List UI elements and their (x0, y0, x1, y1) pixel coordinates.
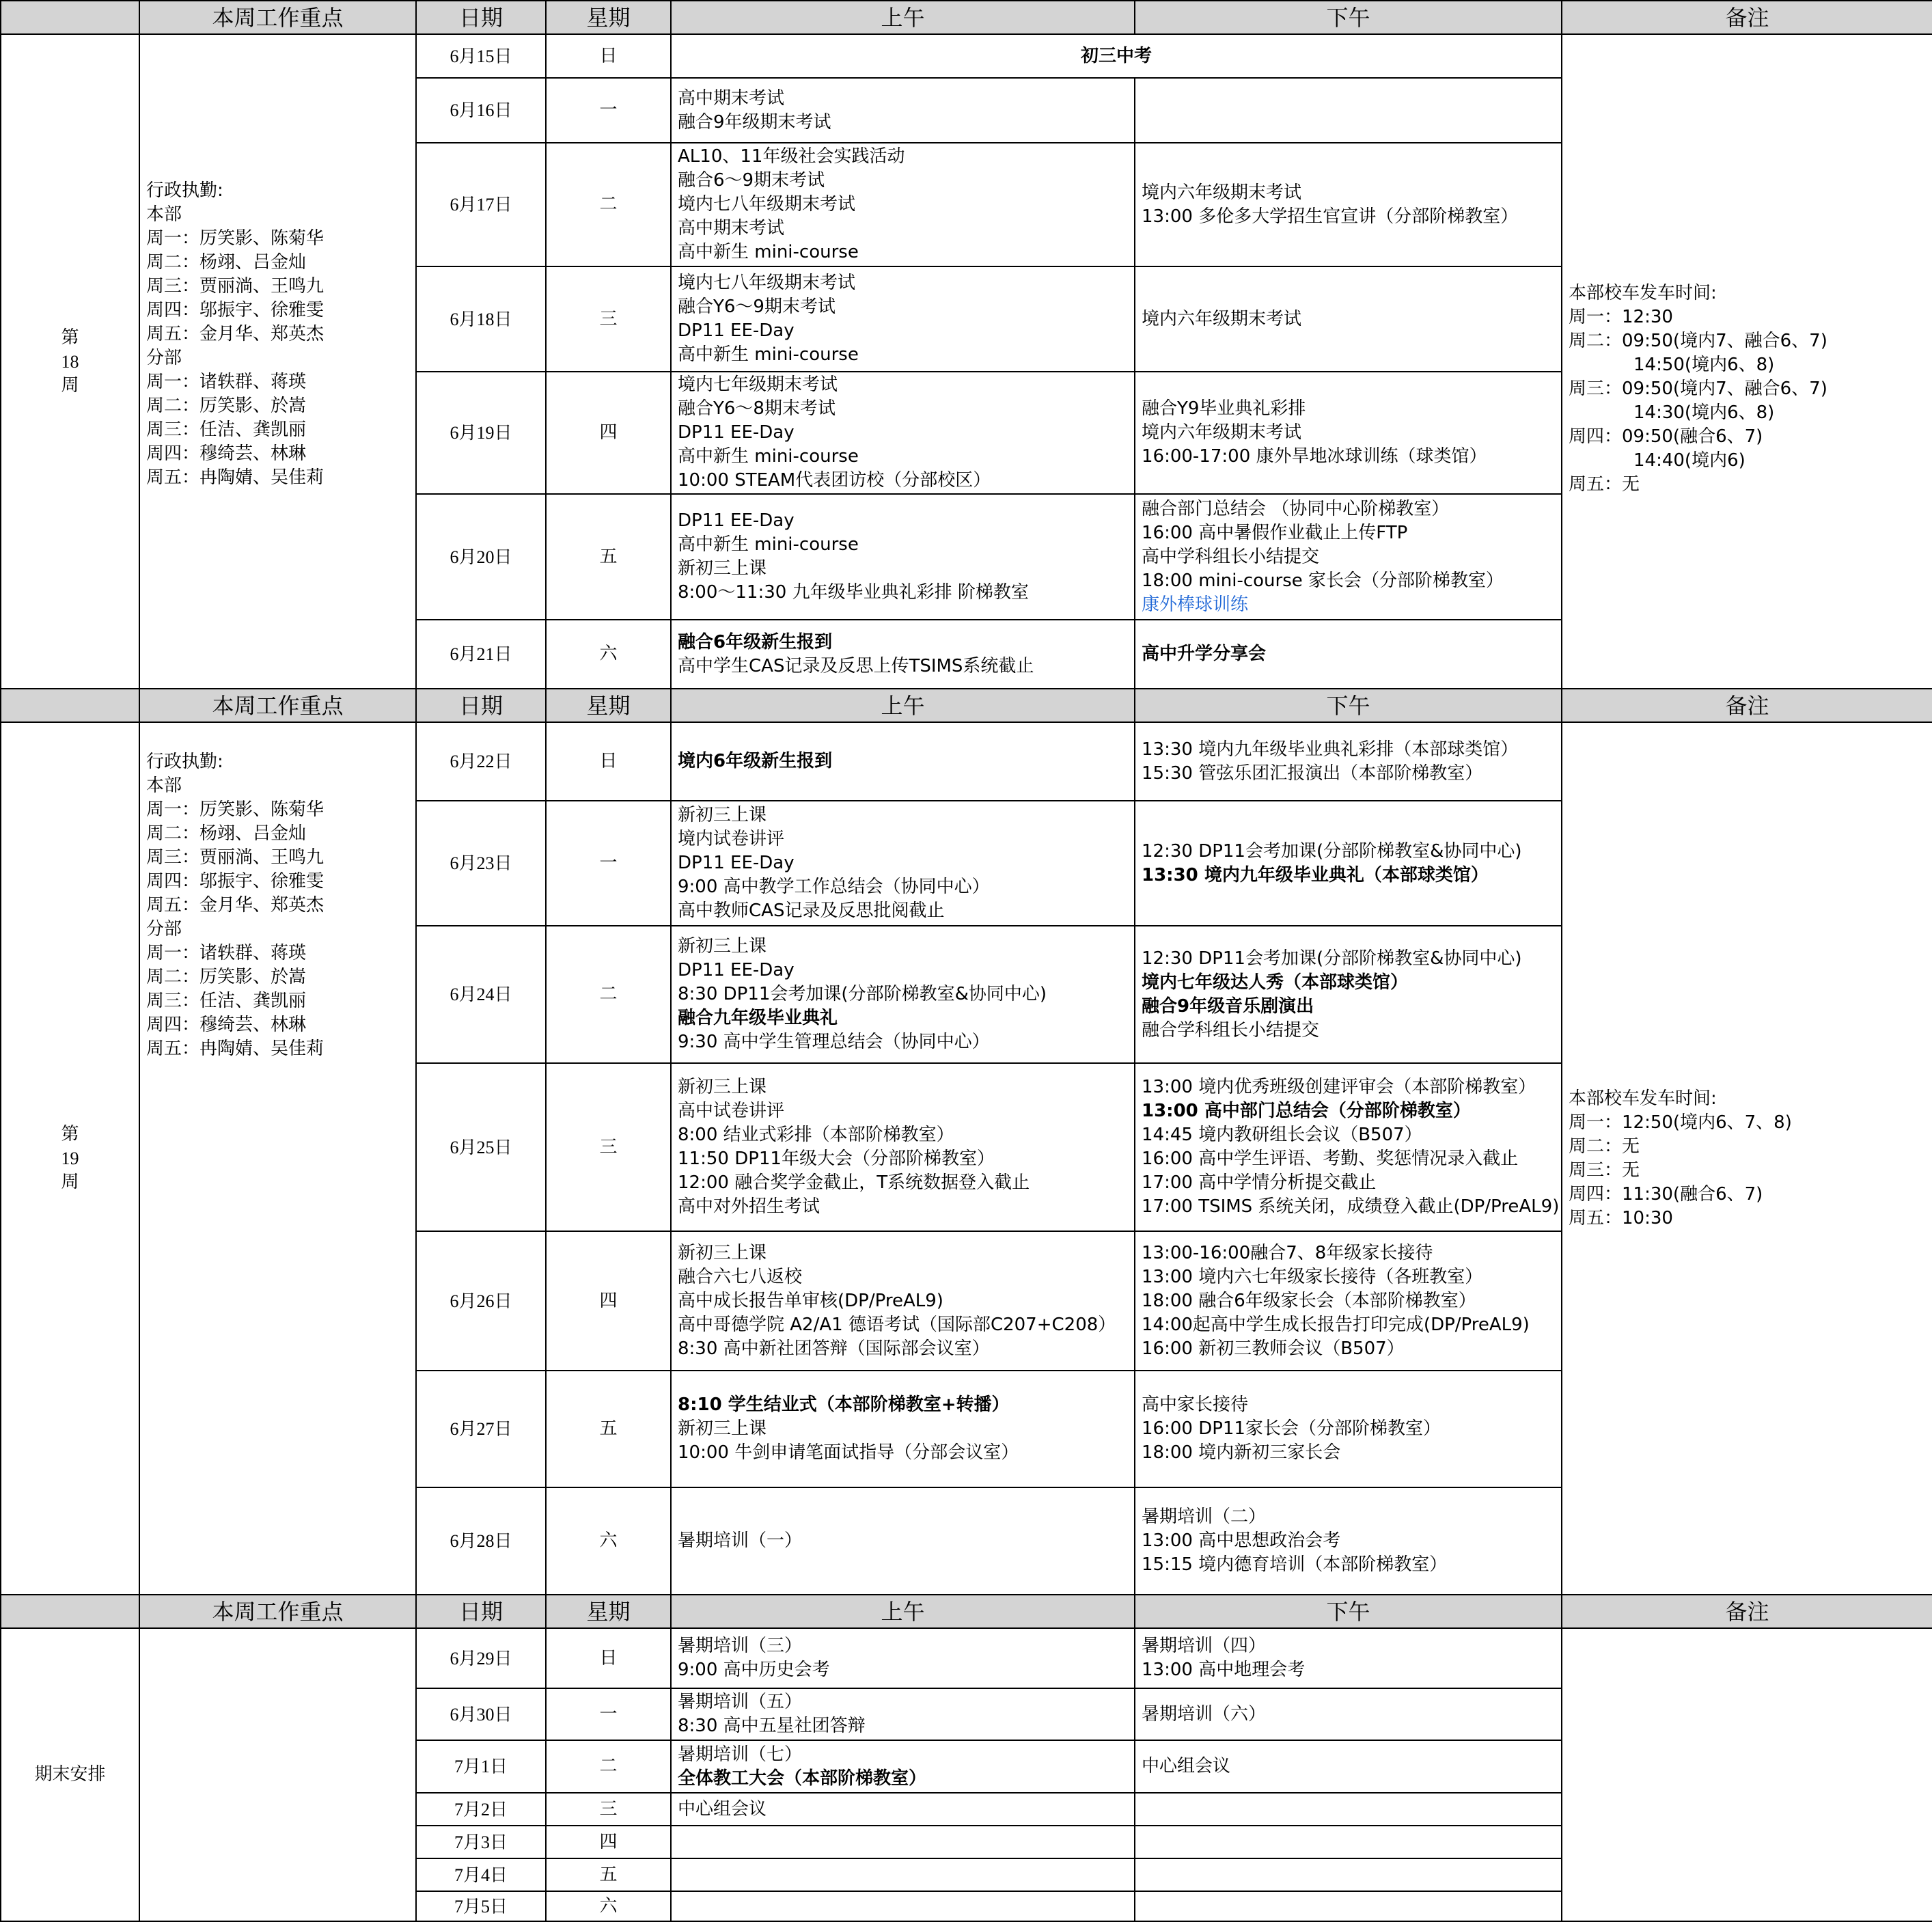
am-cell: 境内七年级期末考试 融合Y6～8期末考试 DP11 EE-Day 高中新生 mini-course 10:00 STEAM代表团访校（分部校区） (671, 372, 1135, 494)
pm-cell: 13:30 境内九年级毕业典礼彩排（本部球类馆） 15:30 管弦乐团汇报演出（本部阶梯教室） (1135, 722, 1562, 801)
weekday-cell: 四 (546, 1826, 671, 1858)
header-focus: 本周工作重点 (139, 689, 416, 722)
weekday-cell: 六 (546, 1487, 671, 1595)
date-cell: 6月30日 (416, 1688, 546, 1740)
week-label: 第 19 周 (1, 722, 139, 1595)
header-row (1, 689, 1932, 722)
pm-cell (1135, 1793, 1562, 1826)
am-cell: 中心组会议 (671, 1793, 1135, 1826)
header-am: 上午 (671, 1, 1135, 34)
date-cell: 6月27日 (416, 1371, 546, 1487)
am-cell: 境内七八年级期末考试 融合Y6～9期末考试 DP11 EE-Day 高中新生 mini-course (671, 266, 1135, 372)
header-notes: 备注 (1562, 689, 1932, 722)
date-cell: 6月19日 (416, 372, 546, 494)
am-cell: 新初三上课 融合六七八返校 高中成长报告单审核(DP/PreAL9) 高中哥德学院 A2/A1 德语考试（国际部C207+C208） 8:30 高中新社团答辩（国际部会议室） (671, 1231, 1135, 1371)
date-cell: 7月2日 (416, 1793, 546, 1826)
pm-cell: 融合Y9毕业典礼彩排 境内六年级期末考试 16:00-17:00 康外旱地冰球训练（球类馆） (1135, 372, 1562, 494)
bus-notes: 本部校车发车时间: 周一：12:50(境内6、7、8) 周二：无 周三：无 周四：11:30(融合6、7) 周五：10:30 (1562, 722, 1932, 1595)
date-cell: 6月25日 (416, 1063, 546, 1231)
header-week (1, 689, 139, 722)
am-cell: DP11 EE-Day 高中新生 mini-course 新初三上课 8:00～11:30 九年级毕业典礼彩排 阶梯教室 (671, 494, 1135, 620)
weekday-cell: 日 (546, 722, 671, 801)
week-label: 第 18 周 (1, 34, 139, 689)
am-cell: 暑期培训（七） 全体教工大会（本部阶梯教室） (671, 1740, 1135, 1793)
final-notes-empty (1562, 1628, 1932, 1921)
final-label: 期末安排 (1, 1628, 139, 1921)
weekday-cell: 四 (546, 1231, 671, 1371)
am-cell: AL10、11年级社会实践活动 融合6～9期末考试 境内七八年级期末考试 高中期末考试 高中新生 mini-course (671, 143, 1135, 266)
am-cell: 高中期末考试 融合9年级期末考试 (671, 78, 1135, 143)
date-cell: 7月5日 (416, 1891, 546, 1921)
am-cell: 新初三上课 境内试卷讲评 DP11 EE-Day 9:00 高中教学工作总结会（协同中心） 高中教师CAS记录及反思批阅截止 (671, 801, 1135, 926)
am-cell: 融合6年级新生报到 高中学生CAS记录及反思上传TSIMS系统截止 (671, 620, 1135, 689)
date-cell: 6月21日 (416, 620, 546, 689)
weekday-cell: 一 (546, 801, 671, 926)
weekday-cell: 一 (546, 1688, 671, 1740)
date-cell: 6月29日 (416, 1628, 546, 1688)
header-date: 日期 (416, 689, 546, 722)
duty-roster: 行政执勤: 本部 周一：厉笑影、陈菊华 周二：杨翊、吕金灿 周三：贾丽淌、王鸣九 周四：邬振宇、徐雅雯 周五：金月华、郑英杰 分部 周一：诸轶群、蒋瑛 周二：厉笑影、於嵩 周三：任洁、龚凯丽 周四：穆绮芸、林琳 周五：冉陶婧、吴佳莉 (139, 34, 416, 689)
pm-cell: 暑期培训（四） 13:00 高中地理会考 (1135, 1628, 1562, 1688)
am-cell (671, 1891, 1135, 1921)
header-pm: 下午 (1135, 1, 1562, 34)
pm-cell: 13:00-16:00融合7、8年级家长接待 13:00 境内六七年级家长接待（各班教室） 18:00 融合6年级家长会（本部阶梯教室） 14:00起高中学生成长报告打印完成(DP/PreAL9) 16:00 新初三教师会议（B507） (1135, 1231, 1562, 1371)
pm-cell (1135, 78, 1562, 143)
weekday-cell: 五 (546, 1371, 671, 1487)
date-cell: 7月1日 (416, 1740, 546, 1793)
pm-cell: 12:30 DP11会考加课(分部阶梯教室&协同中心) 境内七年级达人秀（本部球类馆） 融合9年级音乐剧演出 融合学科组长小结提交 (1135, 926, 1562, 1063)
date-cell: 7月3日 (416, 1826, 546, 1858)
weekday-cell: 五 (546, 494, 671, 620)
date-cell: 6月18日 (416, 266, 546, 372)
am-cell: 新初三上课 高中试卷讲评 8:00 结业式彩排（本部阶梯教室） 11:50 DP11年级大会（分部阶梯教室） 12:00 融合奖学金截止，T系统数据登入截止 高中对外招生考试 (671, 1063, 1135, 1231)
weekday-cell: 五 (546, 1858, 671, 1891)
weekday-cell: 三 (546, 1793, 671, 1826)
final-focus-empty (139, 1628, 416, 1921)
pm-cell (1135, 1891, 1562, 1921)
date-cell: 6月15日 (416, 34, 546, 78)
header-notes: 备注 (1562, 1595, 1932, 1628)
bus-notes: 本部校车发车时间: 周一：12:30 周二：09:50(境内7、融合6、7) 14:50(境内6、8) 周三：09:50(境内7、融合6、7) 14:30(境内6、8) 周四：09:50(融合6、7) 14:40(境内6) 周五：无 (1562, 34, 1932, 689)
weekday-cell: 日 (546, 1628, 671, 1688)
pm-cell: 13:00 境内优秀班级创建评审会（本部阶梯教室） 13:00 高中部门总结会（分部阶梯教室） 14:45 境内教研组长会议（B507） 16:00 高中学生评语、考勤、奖惩情况录入截止 17:00 高中学情分析提交截止 17:00 TSIMS 系统关闭，成绩登入截止(DP/PreAL9) (1135, 1063, 1562, 1231)
table-row (1, 1628, 1932, 1688)
pm-cell: 暑期培训（二） 13:00 高中思想政治会考 15:15 境内德育培训（本部阶梯教室） (1135, 1487, 1562, 1595)
am-cell: 8:10 学生结业式（本部阶梯教室+转播） 新初三上课 10:00 牛剑申请笔面试指导（分部会议室） (671, 1371, 1135, 1487)
header-date: 日期 (416, 1595, 546, 1628)
weekday-cell: 六 (546, 1891, 671, 1921)
am-cell (671, 1858, 1135, 1891)
weekday-cell: 三 (546, 266, 671, 372)
table-row (1, 722, 1932, 801)
header-row (1, 1, 1932, 34)
weekday-cell: 一 (546, 78, 671, 143)
pm-cell (1135, 1858, 1562, 1891)
date-cell: 6月20日 (416, 494, 546, 620)
date-cell: 6月17日 (416, 143, 546, 266)
weekday-cell: 三 (546, 1063, 671, 1231)
header-am: 上午 (671, 689, 1135, 722)
header-am: 上午 (671, 1595, 1135, 1628)
date-cell: 6月16日 (416, 78, 546, 143)
am-cell: 暑期培训（五） 8:30 高中五星社团答辩 (671, 1688, 1135, 1740)
header-weekday: 星期 (546, 689, 671, 722)
pm-cell: 暑期培训（六） (1135, 1688, 1562, 1740)
pm-cell: 中心组会议 (1135, 1740, 1562, 1793)
date-cell: 7月4日 (416, 1858, 546, 1891)
pm-cell: 融合部门总结会 （协同中心阶梯教室） 16:00 高中暑假作业截止上传FTP 高中学科组长小结提交 18:00 mini-course 家长会（分部阶梯教室） 康外棒球训练 (1135, 494, 1562, 620)
weekday-cell: 六 (546, 620, 671, 689)
pm-cell: 12:30 DP11会考加课(分部阶梯教室&协同中心) 13:30 境内九年级毕业典礼（本部球类馆） (1135, 801, 1562, 926)
am-cell: 境内6年级新生报到 (671, 722, 1135, 801)
baseball-training-link[interactable]: 康外棒球训练 (1142, 594, 1249, 615)
date-cell: 6月22日 (416, 722, 546, 801)
header-week (1, 1, 139, 34)
header-notes: 备注 (1562, 1, 1932, 34)
date-cell: 6月24日 (416, 926, 546, 1063)
pm-cell: 高中家长接待 16:00 DP11家长会（分部阶梯教室） 18:00 境内新初三家长会 (1135, 1371, 1562, 1487)
header-row (1, 1595, 1932, 1628)
pm-cell: 高中升学分享会 (1135, 620, 1562, 689)
duty-roster: 行政执勤: 本部 周一：厉笑影、陈菊华 周二：杨翊、吕金灿 周三：贾丽淌、王鸣九 周四：邬振宇、徐雅雯 周五：金月华、郑英杰 分部 周一：诸轶群、蒋瑛 周二：厉笑影、於嵩 周三：任洁、龚凯丽 周四：穆绮芸、林琳 周五：冉陶婧、吴佳莉 (139, 722, 416, 1595)
header-weekday: 星期 (546, 1, 671, 34)
am-cell: 新初三上课 DP11 EE-Day 8:30 DP11会考加课(分部阶梯教室&协同中心) 融合九年级毕业典礼 9:30 高中学生管理总结会（协同中心） (671, 926, 1135, 1063)
header-pm: 下午 (1135, 1595, 1562, 1628)
weekday-cell: 二 (546, 143, 671, 266)
am-cell (671, 1826, 1135, 1858)
weekday-cell: 四 (546, 372, 671, 494)
am-cell: 暑期培训（三） 9:00 高中历史会考 (671, 1628, 1135, 1688)
header-focus: 本周工作重点 (139, 1595, 416, 1628)
header-focus: 本周工作重点 (139, 1, 416, 34)
weekday-cell: 二 (546, 926, 671, 1063)
date-cell: 6月23日 (416, 801, 546, 926)
weekday-cell: 二 (546, 1740, 671, 1793)
pm-cell: 境内六年级期末考试 (1135, 266, 1562, 372)
weekday-cell: 日 (546, 34, 671, 78)
header-week (1, 1595, 139, 1628)
date-cell: 6月26日 (416, 1231, 546, 1371)
date-cell: 6月28日 (416, 1487, 546, 1595)
am-cell: 暑期培训（一） (671, 1487, 1135, 1595)
merged-cell: 初三中考 (671, 34, 1562, 78)
table-row (1, 34, 1932, 78)
pm-cell: 境内六年级期末考试 13:00 多伦多大学招生官宣讲（分部阶梯教室） (1135, 143, 1562, 266)
pm-cell (1135, 1826, 1562, 1858)
header-date: 日期 (416, 1, 546, 34)
header-pm: 下午 (1135, 689, 1562, 722)
header-weekday: 星期 (546, 1595, 671, 1628)
